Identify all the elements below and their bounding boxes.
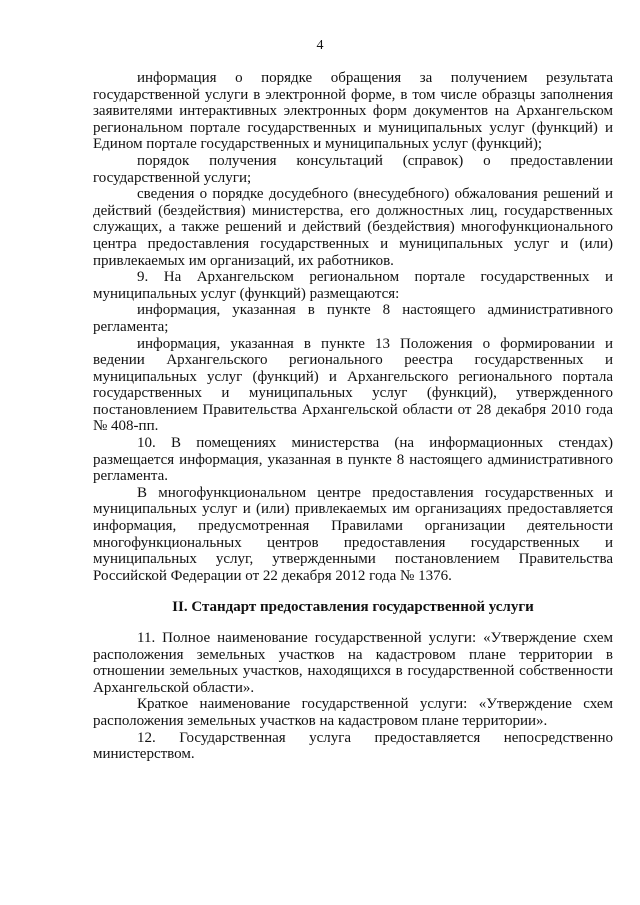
paragraph-item-8-reference: информация, указанная в пункте 8 настоящего административного регламента; xyxy=(93,302,613,335)
page-body xyxy=(93,70,613,763)
paragraph-item-11: 11. Полное наименование государственной услуги: «Утверждение схем расположения земельных участков на кадастровом плане территории в отношении земельных участков, находящихся в государственной собственности Архангельской области». xyxy=(93,630,613,696)
paragraph-item-9: 9. На Архангельском региональном портале государственных и муниципальных услуг (функций) размещаются: xyxy=(93,269,613,302)
paragraph-item-10: 10. В помещениях министерства (на информационных стендах) размещается информация, указанная в пункте 8 настоящего административного регламента. xyxy=(93,435,613,485)
paragraph-electronic-form-info: информация о порядке обращения за получением результата государственной услуги в электронной форме, в том числе образцы заполнения заявителями интерактивных электронных форм документов на Архангельском региональном портале государственных и муниципальных услуг (функций) и Едином портале государственных и муниципальных услуг (функций); xyxy=(93,70,613,153)
paragraph-short-name: Краткое наименование государственной услуги: «Утверждение схем расположения земельных участков на кадастровом плане территории». xyxy=(93,696,613,729)
section-heading: II. Стандарт предоставления государственной услуги xyxy=(172,599,534,616)
paragraph-item-12: 12. Государственная услуга предоставляется непосредственно министерством. xyxy=(93,729,613,763)
paragraph-consultation-procedure: порядок получения консультаций (справок) о предоставлении государственной услуги; xyxy=(93,152,613,186)
paragraph-item-13-reference: информация, указанная в пункте 13 Положения о формировании и ведении Архангельского регионального реестра государственных и муниципальных услуг (функций) и Архангельского регионального портала государственных и муниципальных услуг (функций), утвержденного постановлением Правительства Архангельской области от 28 декабря 2010 года № 408-пп. xyxy=(93,335,613,435)
page-number: 4 xyxy=(316,38,324,53)
paragraph-appeal-procedure: сведения о порядке досудебного (внесудебного) обжалования решений и действий (бездействия) министерства, его должностных лиц, государственных служащих, а также решений и действий (бездействия) многофункционального центра предоставления государственных и муниципальных услуг и (или) привлекаемых им организаций, их работников. xyxy=(93,186,613,269)
paragraph-mfc-info: В многофункциональном центре предоставления государственных и муниципальных услуг и (или) привлекаемых им организациях предоставляется информация, предусмотренная Правилами организации деятельности многофункциональных центров предоставления государственных и муниципальных услуг, утвержденными постановлением Правительства Российской Федерации от 22 декабря 2012 года № 1376. xyxy=(93,484,613,584)
